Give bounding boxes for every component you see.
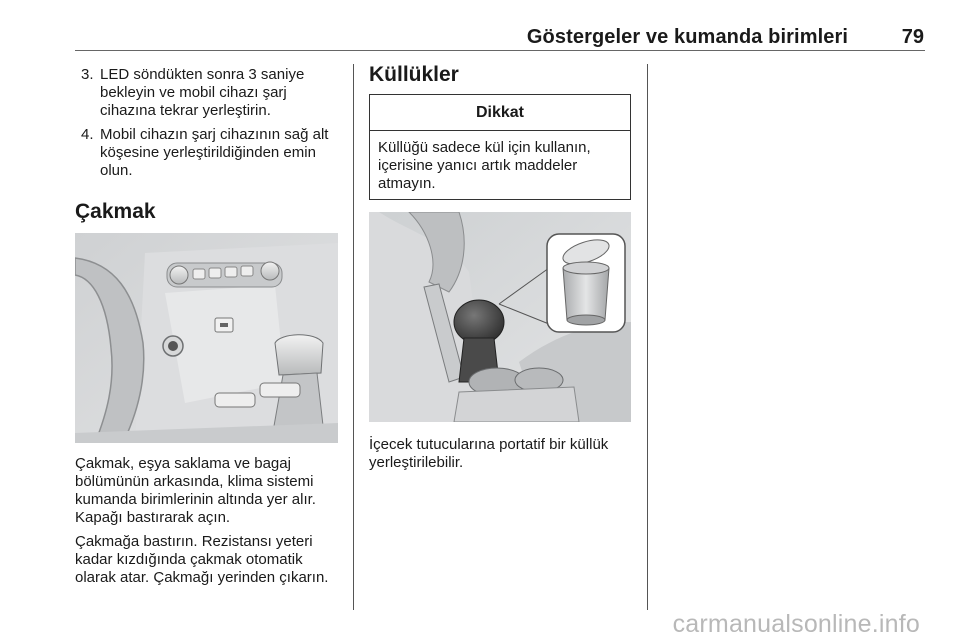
page-header-title: Göstergeler ve kumanda birimleri [526, 26, 848, 48]
step-text: LED söndükten sonra 3 saniye bekleyin ve mobil cihazı şarj cihazına tekrar yerleştirin. [100, 66, 305, 119]
step-list [75, 66, 343, 180]
caution-title: Dikkat [370, 95, 630, 131]
column-divider-1 [353, 64, 354, 610]
ashtray-illustration [369, 212, 631, 422]
paragraph: İçecek tutucularına portatif bir küllük yerleştirilebilir. [369, 436, 609, 471]
paragraph: Çakmak, eşya saklama ve bagaj bölümünün arkasında, klima sistemi kumanda birimlerinin altında yer alır. Kapağı bastırarak açın. [75, 455, 316, 526]
section-heading-kullukler: Küllükler [369, 63, 459, 86]
left-column [75, 66, 343, 587]
page-number: 79 [901, 26, 924, 48]
section-heading-cakmak: Çakmak [75, 200, 156, 223]
caution-box [369, 94, 631, 200]
list-item [75, 66, 343, 120]
step-number: 3. [81, 66, 94, 83]
cigarette-lighter-illustration [75, 233, 338, 443]
list-item [75, 126, 343, 180]
step-text: Mobil cihazın şarj cihazının sağ alt köşesine yerleştirildiğinden emin olun. [100, 126, 329, 179]
caution-text: Küllüğü sadece kül için kullanın, içerisine yanıcı artık maddeler atmayın. [378, 139, 591, 192]
right-column [369, 63, 633, 472]
paragraph: Çakmağa bastırın. Rezistansı yeteri kadar kızdığında çakmak otomatik olarak atar. Çakmağı yerinden çıkarın. [75, 533, 329, 586]
column-divider-2 [647, 64, 648, 610]
step-number: 4. [81, 126, 94, 143]
header-divider [75, 50, 925, 51]
footer-watermark: carmanualsonline.info [672, 610, 920, 638]
